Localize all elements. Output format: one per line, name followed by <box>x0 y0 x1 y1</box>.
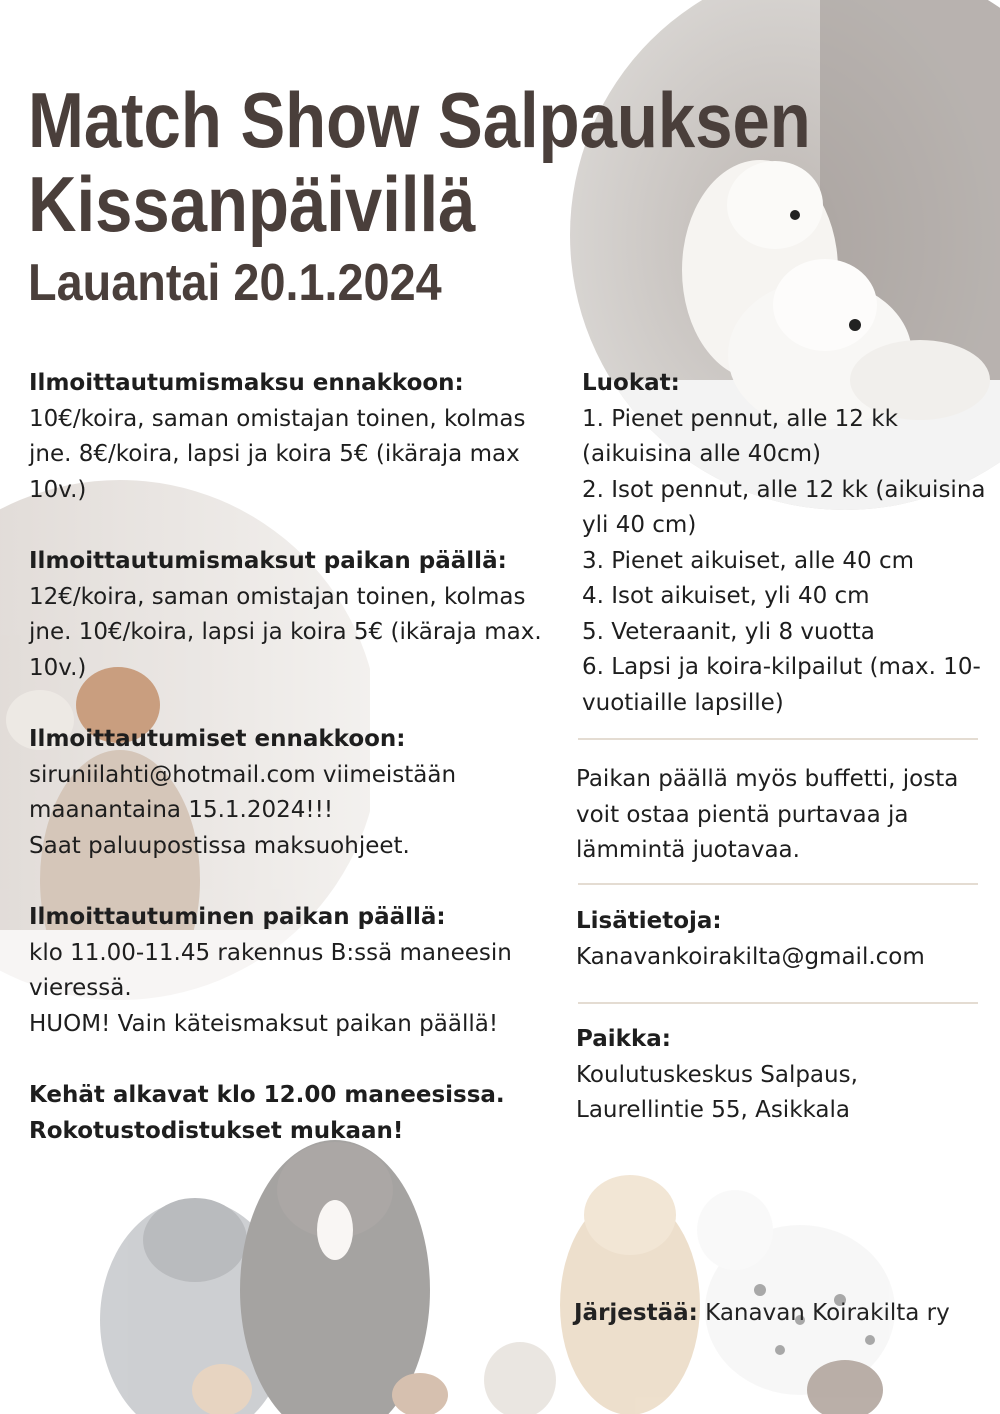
event-title <box>28 78 938 316</box>
reg-onsite-cash-note: HUOM! Vain käteismaksut paikan päällä! <box>29 1010 499 1037</box>
title-line-2: Kissanpäivillä <box>28 160 476 248</box>
class-item: 2. Isot pennut, alle 12 kk (aikuisina yli 40 cm) <box>582 476 986 538</box>
organizer <box>574 1296 950 1331</box>
divider <box>578 1002 978 1004</box>
fee-onsite-text: 12€/koira, saman omistajan toinen, kolmas jne. 10€/koira, lapsi ja koira 5€ (ikäraja max. 10v.) <box>29 583 542 681</box>
place-heading: Paikka: <box>576 1026 671 1052</box>
reg-onsite-time-text: klo 11.00-11.45 rakennus B:ssä maneesin vieressä. <box>29 939 512 1001</box>
title-line-1: Match Show Salpauksen <box>28 76 811 164</box>
place-section <box>576 1022 986 1129</box>
vaccination-note: Rokotustodistukset mukaan! <box>29 1117 404 1144</box>
reg-onsite-heading: Ilmoittautuminen paikan päällä: <box>29 904 446 930</box>
fee-advance-text: 10€/koira, saman omistajan toinen, kolmas jne. 8€/koira, lapsi ja koira 5€ (ikäraja max 10v.) <box>29 405 526 503</box>
fee-onsite-heading: Ilmoittautumismaksut paikan päällä: <box>29 548 507 574</box>
class-item: 4. Isot aikuiset, yli 40 cm <box>582 583 870 609</box>
place-line-1: Koulutuskeskus Salpaus, <box>576 1061 858 1088</box>
reg-advance-payment-text: Saat paluupostissa maksuohjeet. <box>29 832 410 859</box>
divider <box>578 883 978 885</box>
left-column <box>29 366 559 1149</box>
classes-section <box>582 366 992 721</box>
reg-advance-heading: Ilmoittautumiset ennakkoon: <box>29 726 406 752</box>
event-date: Lauantai 20.1.2024 <box>28 254 442 312</box>
bottom-dogs-photo <box>100 1140 895 1414</box>
classes-heading: Luokat: <box>582 370 680 396</box>
info-section <box>576 904 986 975</box>
organizer-label: Järjestää: <box>574 1300 698 1326</box>
class-item: 5. Veteraanit, yli 8 vuotta <box>582 618 875 645</box>
rings-start-note: Kehät alkavat klo 12.00 maneesissa. <box>29 1082 505 1108</box>
reg-advance-email-text: siruniilahti@hotmail.com viimeistään maanantaina 15.1.2024!!! <box>29 761 457 823</box>
fee-advance-heading: Ilmoittautumismaksu ennakkoon: <box>29 370 464 396</box>
divider <box>578 738 978 740</box>
info-email[interactable]: Kanavankoirakilta@gmail.com <box>576 943 925 970</box>
class-item: 6. Lapsi ja koira-kilpailut (max. 10-vuotiaille lapsille) <box>582 654 981 716</box>
class-item: 3. Pienet aikuiset, alle 40 cm <box>582 547 915 574</box>
place-line-2: Laurellintie 55, Asikkala <box>576 1097 851 1123</box>
organizer-name: Kanavan Koirakilta ry <box>705 1300 950 1326</box>
buffet-text: Paikan päällä myös buffetti, josta voit ostaa pientä purtavaa ja lämmintä juotavaa. <box>576 766 959 863</box>
buffet-section <box>576 762 986 869</box>
class-item: 1. Pienet pennut, alle 12 kk (aikuisina alle 40cm) <box>582 405 898 467</box>
info-heading: Lisätietoja: <box>576 908 722 934</box>
